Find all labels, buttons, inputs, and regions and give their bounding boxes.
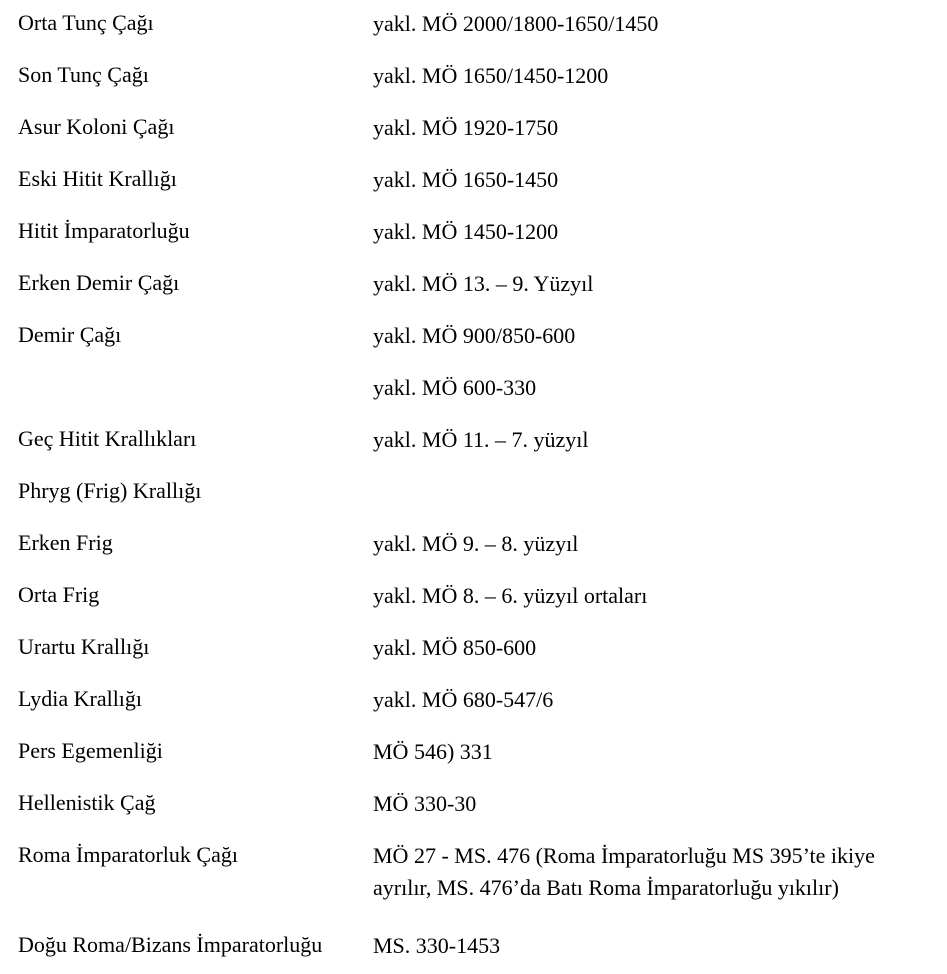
period-date: yakl. MÖ 1650/1450-1200 — [373, 63, 609, 88]
period-date: MÖ 546) 331 — [373, 739, 493, 764]
period-name: Erken Frig — [18, 530, 113, 555]
period-date: yakl. MÖ 13. – 9. Yüzyıl — [373, 271, 594, 296]
period-date: MÖ 27 - MS. 476 (Roma İmparatorluğu MS 395’te ikiye ayrılır, MS. 476’da Batı Roma İmparatorluğu yıkılır) — [373, 843, 875, 900]
period-name: Roma İmparatorluk Çağı — [18, 842, 238, 867]
period-name: Hellenistik Çağ — [18, 790, 156, 815]
period-date: yakl. MÖ 9. – 8. yüzyıl — [373, 531, 579, 556]
period-date: yakl. MÖ 680-547/6 — [373, 687, 554, 712]
period-name: Phryg (Frig) Krallığı — [18, 478, 202, 503]
period-date: yakl. MÖ 2000/1800-1650/1450 — [373, 11, 659, 36]
period-date: yakl. MÖ 8. – 6. yüzyıl ortaları — [373, 583, 648, 608]
period-name: Doğu Roma/Bizans İmparatorluğu — [18, 932, 323, 957]
period-date: yakl. MÖ 600-330 — [373, 375, 537, 400]
period-date: yakl. MÖ 900/850-600 — [373, 323, 576, 348]
period-date: yakl. MÖ 1450-1200 — [373, 219, 559, 244]
period-name: Son Tunç Çağı — [18, 62, 149, 87]
period-name: Geç Hitit Krallıkları — [18, 426, 197, 451]
period-name: Orta Frig — [18, 582, 100, 607]
period-name: Erken Demir Çağı — [18, 270, 180, 295]
period-date: yakl. MÖ 11. – 7. yüzyıl — [373, 427, 589, 452]
period-name: Pers Egemenliği — [18, 738, 163, 763]
period-name: Urartu Krallığı — [18, 634, 150, 659]
period-date: yakl. MÖ 1650-1450 — [373, 167, 559, 192]
period-name: Demir Çağı — [18, 322, 122, 347]
period-name: Hitit İmparatorluğu — [18, 218, 190, 243]
period-name: Asur Koloni Çağı — [18, 114, 175, 139]
period-name: Lydia Krallığı — [18, 686, 143, 711]
period-name: Eski Hitit Krallığı — [18, 166, 177, 191]
period-name: Orta Tunç Çağı — [18, 10, 154, 35]
period-date: yakl. MÖ 850-600 — [373, 635, 537, 660]
period-date: MÖ 330-30 — [373, 791, 477, 816]
period-date: yakl. MÖ 1920-1750 — [373, 115, 559, 140]
period-date: MS. 330-1453 — [373, 933, 501, 958]
